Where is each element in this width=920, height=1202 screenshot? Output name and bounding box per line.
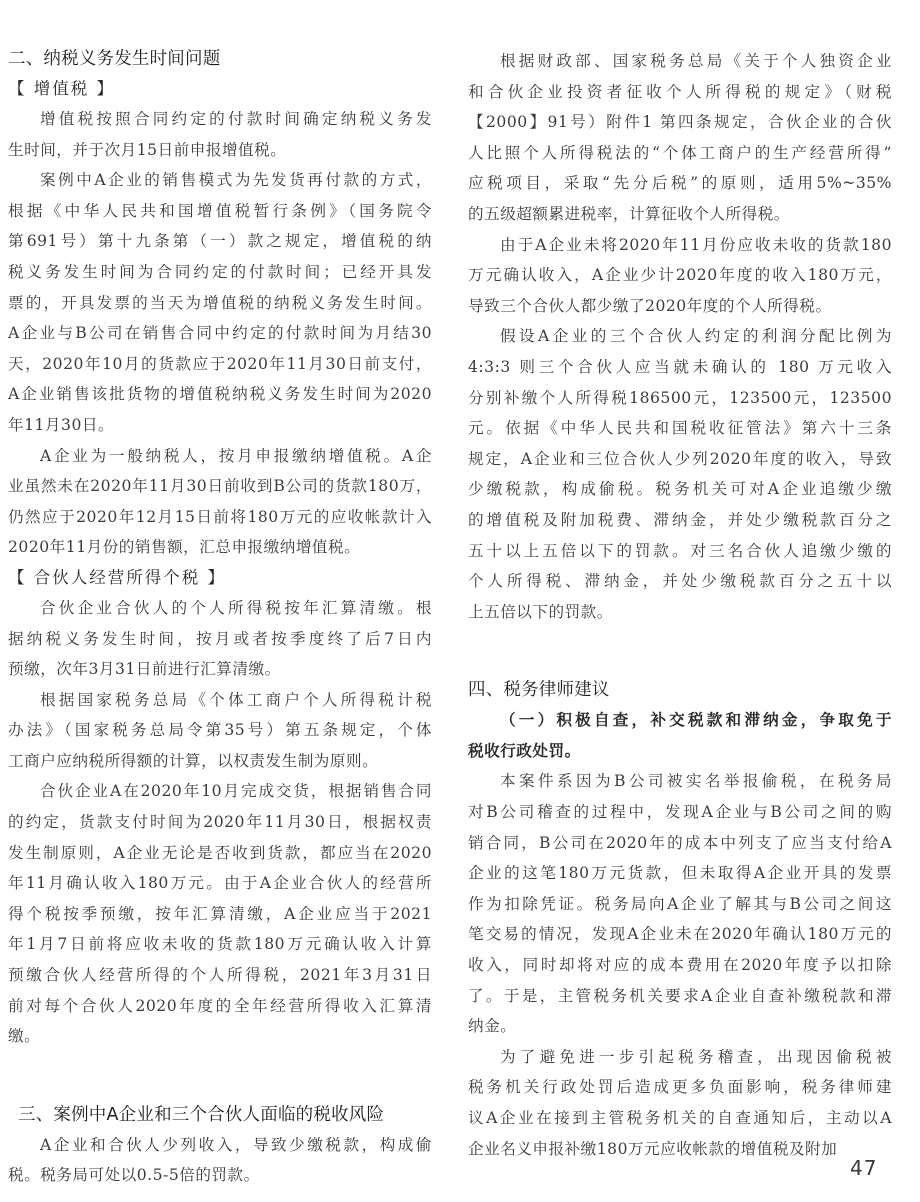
text-line: 仍然应于2020年12月15日前将180万元的应收帐款计入 xyxy=(8,507,432,526)
section-heading-2: 二、纳税义务发生时间问题 xyxy=(8,49,221,69)
text-line: A企业和合伙人少列收入，导致少缴税款，构成偷 xyxy=(40,1135,432,1154)
text-line: 办法》（国家税务总局令第35号）第五条规定，个体 xyxy=(8,721,432,740)
subheading-vat: 【 增值税 】 xyxy=(8,79,115,98)
text-line: 合伙企业A在2020年10月完成交货，根据销售合同 xyxy=(40,782,432,801)
text-line: 了。于是，主管税务机关要求A企业自查补缴税款和滞 xyxy=(468,986,892,1005)
text-line: 工商户应纳税所得额的计算，以权责发生制为原则。 xyxy=(8,751,379,770)
text-line: 根据《中华人民共和国增值税暂行条例》（国务院令 xyxy=(8,201,432,220)
paragraph xyxy=(8,441,432,563)
text-line: A企业为一般纳税人，按月申报缴纳增值税。A企 xyxy=(40,446,432,465)
text-line: 根据财政部、国家税务总局《关于个人独资企业 xyxy=(500,52,892,70)
paragraph xyxy=(8,1130,432,1191)
text-line: （一）积极自查，补交税款和滞纳金，争取免于 xyxy=(500,710,892,730)
text-line: 年1月7日前将应收未收的货款180万元确认收入计算 xyxy=(8,935,432,954)
right-column xyxy=(468,46,892,1164)
text-line: 为了避免进一步引起税务稽查，出现因偷税被 xyxy=(500,1047,892,1066)
text-line: 税收行政处罚。 xyxy=(468,740,581,760)
text-line: 销合同，B公司在2020年的成本中列支了应当支付给A xyxy=(468,833,892,852)
text-line: 案例中A企业的销售模式为先发货再付款的方式， xyxy=(40,171,432,190)
paragraph xyxy=(468,766,892,1041)
text-line: 的约定，货款支付时间为2020年11月30日，根据权责 xyxy=(8,813,432,832)
subsection-title xyxy=(468,705,892,766)
text-line: 据纳税义务发生时间，按月或者按季度终了后7日内 xyxy=(8,629,432,648)
text-line: 【2000】91号）附件1 第四条规定，合伙企业的合伙 xyxy=(468,113,892,132)
text-line: 2020年11月份的销售额，汇总申报缴纳增值税。 xyxy=(8,538,361,557)
text-line: 第691号）第十九条第（一）款之规定，增值税的纳 xyxy=(8,232,432,251)
text-line: 缴。 xyxy=(8,1027,41,1046)
text-line: 的增值税及附加税费、滞纳金，并处少缴税款百分之 xyxy=(468,510,892,529)
text-line: A企业销售该批货物的增值税纳税义务发生时间为2020 xyxy=(8,385,432,404)
spacer xyxy=(468,627,892,675)
text-line: 发生制原则，A企业无论是否收到货款，都应当在2020 xyxy=(8,843,432,862)
section-heading-4: 四、税务律师建议 xyxy=(468,680,610,701)
text-line: 年11月确认收入180万元。由于A企业合伙人的经营所 xyxy=(8,874,432,893)
text-line: 票的，开具发票的当天为增值税的纳税义务发生时间。 xyxy=(8,293,432,312)
text-line: 企业的这笔180万元货款，但未取得A企业开具的发票 xyxy=(468,864,892,883)
paragraph xyxy=(468,46,892,230)
text-line: 预缴，次年3月31日前进行汇算清缴。 xyxy=(8,660,281,679)
text-line: 增值税按照合同约定的付款时间确定纳税义务发 xyxy=(40,110,432,128)
text-line: 4:3:3 则三个合伙人应当就未确认的 180 万元收入 xyxy=(468,357,892,376)
text-line: 合伙企业合伙人的个人所得税按年汇算清缴。根 xyxy=(40,598,432,617)
text-line: 天，2020年10月的货款应于2020年11月30日前支付， xyxy=(8,354,432,373)
text-line: 万元确认收入，A企业少计2020年度的收入180万元， xyxy=(468,266,892,285)
paragraph xyxy=(8,685,432,777)
paragraph xyxy=(8,593,432,685)
paragraph xyxy=(8,104,432,165)
text-line: 生时间，并于次月15日前申报增值税。 xyxy=(8,140,287,159)
text-line: 得个税按季预缴，按年汇算清缴，A企业应当于2021 xyxy=(8,904,432,923)
text-line: A企业与B公司在销售合同中约定的付款时间为月结30 xyxy=(8,324,432,343)
text-line: 税。税务局可处以0.5-5倍的罚款。 xyxy=(8,1166,260,1185)
text-line: 和合伙企业投资者征收个人所得税的规定》（财税 xyxy=(468,82,892,101)
text-line: 少缴税款，构成偷税。税务机关可对A企业追缴少缴 xyxy=(468,480,892,499)
text-line: 笔交易的情况，发现A企业未在2020年确认180万元的 xyxy=(468,925,892,944)
text-line: 业虽然未在2020年11月30日前收到B公司的货款180万， xyxy=(8,477,432,496)
text-line: 税务机关行政处罚后造成更多负面影响，税务律师建 xyxy=(468,1078,892,1097)
text-line: 规定，A企业和三位合伙人少列2020年度的收入，导致 xyxy=(468,449,892,468)
paragraph xyxy=(468,321,892,627)
text-line: 的五级超额累进税率，计算征收个人所得税。 xyxy=(468,204,790,223)
text-line: 假设A企业的三个合伙人约定的利润分配比例为 xyxy=(500,327,892,346)
paragraph xyxy=(468,1042,892,1164)
text-line: 人比照个人所得税法的“个体工商户的生产经营所得” xyxy=(468,143,892,162)
text-line: 五十以上五倍以下的罚款。对三名合伙人追缴少缴的 xyxy=(468,541,892,560)
text-line: 收入，同时却将对应的成本费用在2020年度予以扣除 xyxy=(468,956,892,975)
text-line: 应税项目，采取“先分后税”的原则，适用5%~35% xyxy=(468,174,892,193)
text-line: 年11月30日。 xyxy=(8,415,115,434)
text-line: 预缴合伙人经营所得的个人所得税，2021年3月31日 xyxy=(8,966,432,985)
left-column xyxy=(8,44,432,1191)
paragraph xyxy=(468,230,892,322)
text-line: 前对每个合伙人2020年度的全年经营所得收入汇算清 xyxy=(8,996,432,1015)
spacer xyxy=(8,1052,432,1100)
text-line: 由于A企业未将2020年11月份应收未收的货款180 xyxy=(500,235,892,254)
text-line: 纳金。 xyxy=(468,1017,517,1036)
text-line: 议A企业在接到主管税务机关的自查通知后，主动以A xyxy=(468,1109,892,1127)
text-line: 企业名义申报补缴180万元应收帐款的增值税及附加 xyxy=(468,1139,838,1158)
text-line: 本案件系因为B公司被实名举报偷税，在税务局 xyxy=(500,772,892,791)
text-line: 税义务发生时间为合同约定的付款时间；已经开具发 xyxy=(8,262,432,281)
subheading-partner-tax: 【 合伙人经营所得个税 】 xyxy=(8,567,226,587)
text-line: 导致三个合伙人都少缴了2020年度的个人所得税。 xyxy=(468,296,832,315)
text-line: 元。依据《中华人民共和国税收征管法》第六十三条 xyxy=(468,419,892,438)
section-heading-3: 三、案例中A企业和三个合伙人面临的税收风险 xyxy=(18,1104,385,1125)
page-number: 47 xyxy=(850,1156,878,1180)
text-line: 根据国家税务总局《个体工商户个人所得税计税 xyxy=(40,690,432,709)
text-line: 作为扣除凭证。税务局向A企业了解其与B公司之间这 xyxy=(468,894,892,913)
text-line: 分别补缴个人所得税186500元，123500元，123500 xyxy=(468,388,892,407)
text-line: 对B公司稽查的过程中，发现A企业与B公司之间的购 xyxy=(468,803,892,822)
paragraph xyxy=(8,165,432,440)
paragraph xyxy=(8,776,432,1051)
text-line: 上五倍以下的罚款。 xyxy=(468,602,613,621)
text-line: 个人所得税、滞纳金，并处少缴税款百分之五十以 xyxy=(468,572,892,591)
